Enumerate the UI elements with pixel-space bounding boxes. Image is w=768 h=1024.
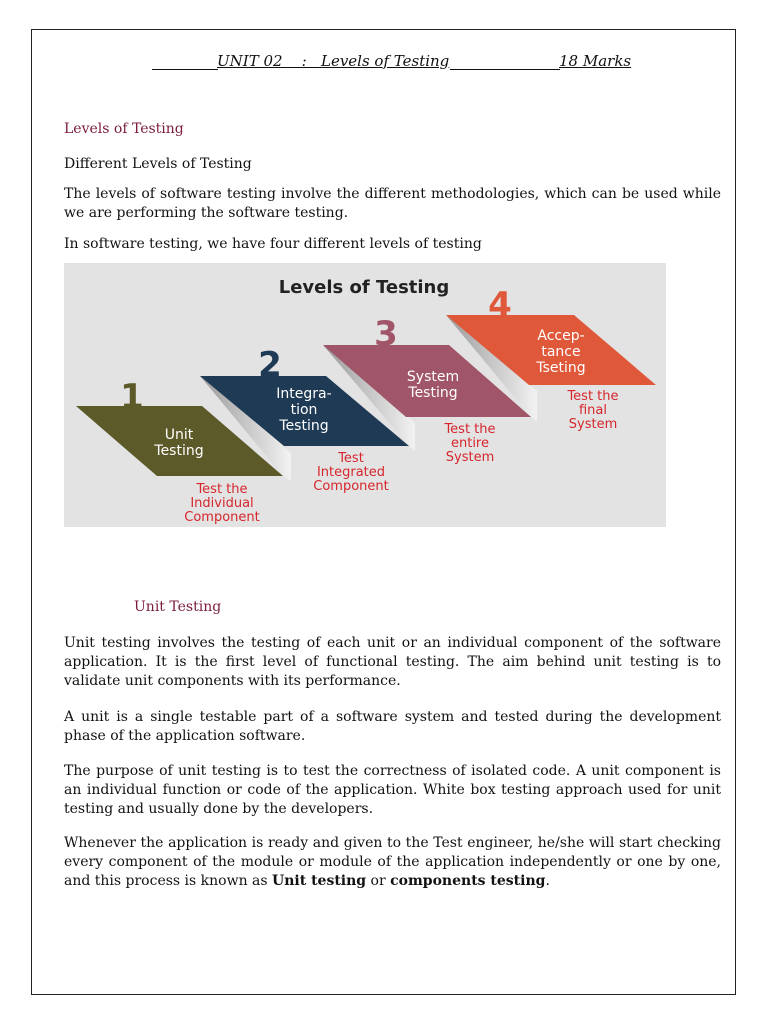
- step-1-number: 1: [120, 377, 144, 417]
- step-2-number: 2: [258, 345, 282, 385]
- step-2-description: Component: [313, 479, 389, 494]
- step-3-description: Test the: [444, 422, 496, 437]
- unit-testing-paragraph: Unit testing involves the testing of each unit or an individual component of the software application. It is the first level of functional testing. The aim behind unit testing is to validate unit components with its performance.: [64, 635, 721, 689]
- unit-testing-paragraph: A unit is a single testable part of a software system and tested during the development phase of the application software.: [64, 709, 721, 744]
- step-4-number: 4: [488, 285, 512, 325]
- paragraph-text: Whenever the application is ready and given to the Test engineer, he/she will start checking every component of the module or module of the application independently or one by one, and this process is known as: [64, 835, 721, 889]
- step-4-description: System: [568, 417, 618, 432]
- step-1-description: Test the: [196, 482, 248, 497]
- section-heading: Levels of Testing: [64, 121, 184, 137]
- step-3-label: System: [406, 369, 460, 385]
- step-4-label: Accep-: [537, 328, 585, 344]
- intro-subtitle: Different Levels of Testing: [64, 156, 252, 172]
- step-1-label: Testing: [154, 443, 204, 459]
- step-3-description: System: [445, 450, 495, 465]
- step-4-description: Test the: [567, 389, 619, 404]
- step-2-label: Integra-: [276, 386, 332, 402]
- header-rule: [152, 69, 218, 70]
- step-1-description: Individual: [190, 496, 254, 511]
- page-header: [0, 52, 768, 72]
- unit-testing-paragraph: The purpose of unit testing is to test the correctness of isolated code. A unit component is an individual function or code of the application. White box testing approach used for unit testing and usually done by the developers.: [64, 763, 721, 817]
- step-4-label: Tseting: [536, 360, 586, 376]
- step-2-label: tion: [290, 402, 318, 418]
- step-3-description: entire: [450, 436, 490, 451]
- paragraph-text: or: [366, 873, 391, 889]
- step-4-label: tance: [541, 344, 581, 360]
- step-2-description: Test: [338, 451, 364, 466]
- step-2-description: Integrated: [316, 465, 386, 480]
- step-4-description: final: [578, 403, 608, 418]
- bold-term: components testing: [390, 873, 546, 889]
- paragraph-text: .: [545, 873, 550, 889]
- step-3-label: Testing: [408, 385, 458, 401]
- intro-paragraph: The levels of software testing involve the different methodologies, which can be used while we are performing the software testing.: [64, 186, 721, 221]
- bold-term: Unit testing: [272, 873, 367, 889]
- step-2-label: Testing: [279, 418, 329, 434]
- levels-of-testing-figure: [64, 263, 666, 527]
- unit-testing-heading: Unit Testing: [134, 599, 222, 615]
- step-3-number: 3: [374, 314, 398, 354]
- header-rule: [450, 69, 560, 70]
- step-1-description: Component: [184, 510, 260, 525]
- unit-title: UNIT 02 : Levels of Testing: [217, 52, 450, 70]
- figure-title: Levels of Testing: [278, 277, 450, 298]
- step-1-label: Unit: [164, 427, 194, 443]
- levels-diagram: [64, 263, 666, 527]
- unit-testing-paragraph: [64, 834, 721, 891]
- marks-label: 18 Marks: [559, 52, 632, 70]
- intro-paragraph: In software testing, we have four different levels of testing: [64, 236, 482, 252]
